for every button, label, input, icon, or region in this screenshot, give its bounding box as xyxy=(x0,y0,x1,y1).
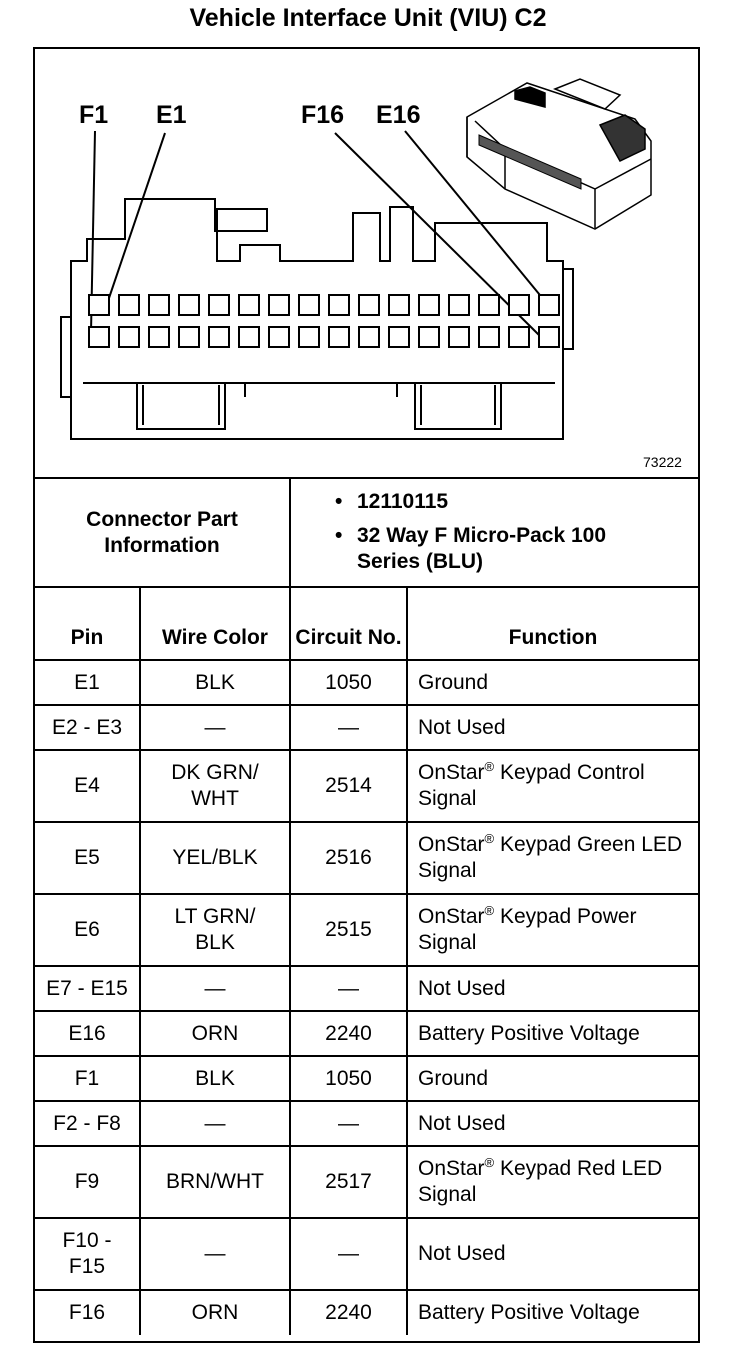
pin-cell: E6 xyxy=(35,894,140,966)
divider xyxy=(289,479,291,586)
function-cell: Not Used xyxy=(407,1218,698,1290)
connector-info-label: Connector Part Information xyxy=(86,507,238,557)
cavity-row-bottom xyxy=(389,327,409,347)
table-row xyxy=(35,705,698,750)
pin-label-e1: E1 xyxy=(156,101,187,129)
table-row xyxy=(35,966,698,1011)
pin-cell: F2 - F8 xyxy=(35,1101,140,1146)
function-cell: OnStar® Keypad Control Signal xyxy=(407,750,698,822)
cavity-row-bottom xyxy=(479,327,499,347)
circuit-cell: 1050 xyxy=(290,660,407,705)
wire-color-cell: LT GRN/ BLK xyxy=(140,894,290,966)
cavity-row-bottom xyxy=(449,327,469,347)
pin-table xyxy=(35,588,698,1335)
function-cell: OnStar® Keypad Green LED Signal xyxy=(407,822,698,894)
cavity-row-bottom xyxy=(539,327,559,347)
cavity-row-top xyxy=(149,295,169,315)
cavity-row-bottom xyxy=(509,327,529,347)
circuit-cell: 2240 xyxy=(290,1011,407,1056)
wire-color-cell: — xyxy=(140,1218,290,1290)
table-row xyxy=(35,1290,698,1335)
pin-cell: E4 xyxy=(35,750,140,822)
cavity-row-top xyxy=(419,295,439,315)
header-function: Function xyxy=(407,588,698,660)
connector-part-info xyxy=(35,479,698,586)
table-row xyxy=(35,1011,698,1056)
pin-cell: F10 - F15 xyxy=(35,1218,140,1290)
connector-type: 32 Way F Micro-Pack 100 Series (BLU) xyxy=(357,524,607,573)
cavity-row-bottom xyxy=(329,327,349,347)
circuit-cell: 2240 xyxy=(290,1290,407,1335)
table-row xyxy=(35,660,698,705)
pin-cell: E1 xyxy=(35,660,140,705)
table-row xyxy=(35,1146,698,1218)
table-row xyxy=(35,750,698,822)
cavity-row-bottom xyxy=(269,327,289,347)
wire-color-cell: — xyxy=(140,705,290,750)
cavity-row-bottom xyxy=(179,327,199,347)
circuit-cell: — xyxy=(290,1101,407,1146)
function-cell: Battery Positive Voltage xyxy=(407,1290,698,1335)
cavity-row-bottom xyxy=(239,327,259,347)
cavity-row-top xyxy=(179,295,199,315)
circuit-cell: — xyxy=(290,966,407,1011)
wire-color-cell: BLK xyxy=(140,660,290,705)
table-row xyxy=(35,1218,698,1290)
pin-cell: E5 xyxy=(35,822,140,894)
list-item: • 32 Way F Micro-Pack 100 Series (BLU) xyxy=(335,523,617,575)
wire-color-cell: — xyxy=(140,1101,290,1146)
wire-color-cell: DK GRN/ WHT xyxy=(140,750,290,822)
pin-cell: E7 - E15 xyxy=(35,966,140,1011)
list-item: • 12110115 xyxy=(335,490,449,513)
header-wire-color: Wire Color xyxy=(140,588,290,660)
circuit-cell: — xyxy=(290,1218,407,1290)
cavity-row-top xyxy=(269,295,289,315)
part-number: 12110115 xyxy=(357,490,449,513)
cavity-row-bottom xyxy=(149,327,169,347)
connector-info-list xyxy=(335,489,617,583)
cavity-row-top xyxy=(449,295,469,315)
pin-cell: F16 xyxy=(35,1290,140,1335)
cavity-row-top xyxy=(509,295,529,315)
function-cell: Battery Positive Voltage xyxy=(407,1011,698,1056)
circuit-cell: — xyxy=(290,705,407,750)
cavity-row-top xyxy=(239,295,259,315)
cavity-row-top xyxy=(539,295,559,315)
wire-color-cell: BLK xyxy=(140,1056,290,1101)
cavity-row-top xyxy=(479,295,499,315)
wire-color-cell: ORN xyxy=(140,1290,290,1335)
cavity-row-bottom xyxy=(419,327,439,347)
table-row xyxy=(35,822,698,894)
cavity-row-top xyxy=(89,295,109,315)
pin-label-e16: E16 xyxy=(376,101,421,129)
pin-label-f1: F1 xyxy=(79,101,109,129)
connector-diagram xyxy=(35,49,698,477)
cavity-row-top xyxy=(329,295,349,315)
pin-cell: F9 xyxy=(35,1146,140,1218)
pin-cell: E16 xyxy=(35,1011,140,1056)
circuit-cell: 2516 xyxy=(290,822,407,894)
wire-color-cell: YEL/BLK xyxy=(140,822,290,894)
pin-label-f16: F16 xyxy=(301,101,345,129)
pin-cell: F1 xyxy=(35,1056,140,1101)
circuit-cell: 2517 xyxy=(290,1146,407,1218)
function-cell: Not Used xyxy=(407,705,698,750)
table-row xyxy=(35,1101,698,1146)
cavity-row-top xyxy=(119,295,139,315)
circuit-cell: 2515 xyxy=(290,894,407,966)
function-cell: OnStar® Keypad Power Signal xyxy=(407,894,698,966)
function-cell: Ground xyxy=(407,1056,698,1101)
table-row xyxy=(35,894,698,966)
cavity-row-top xyxy=(299,295,319,315)
cavity-row-bottom xyxy=(119,327,139,347)
function-cell: OnStar® Keypad Red LED Signal xyxy=(407,1146,698,1218)
cavity-row-top xyxy=(209,295,229,315)
wire-color-cell: BRN/WHT xyxy=(140,1146,290,1218)
cavity-row-top xyxy=(389,295,409,315)
table-row xyxy=(35,1056,698,1101)
figure-number: 73222 xyxy=(643,454,682,470)
cavity-row-bottom xyxy=(299,327,319,347)
cavity-row-bottom xyxy=(89,327,109,347)
pin-cell: E2 - E3 xyxy=(35,705,140,750)
circuit-cell: 2514 xyxy=(290,750,407,822)
cavity-row-bottom xyxy=(359,327,379,347)
pin-table-body xyxy=(35,660,698,1335)
page-title: Vehicle Interface Unit (VIU) C2 xyxy=(189,4,547,32)
circuit-cell: 1050 xyxy=(290,1056,407,1101)
cavity-row-bottom xyxy=(209,327,229,347)
cavity-row-top xyxy=(359,295,379,315)
function-cell: Not Used xyxy=(407,1101,698,1146)
wire-color-cell: — xyxy=(140,966,290,1011)
wire-color-cell: ORN xyxy=(140,1011,290,1056)
header-pin: Pin xyxy=(35,588,140,660)
header-circuit-no: Circuit No. xyxy=(290,588,407,660)
function-cell: Ground xyxy=(407,660,698,705)
function-cell: Not Used xyxy=(407,966,698,1011)
